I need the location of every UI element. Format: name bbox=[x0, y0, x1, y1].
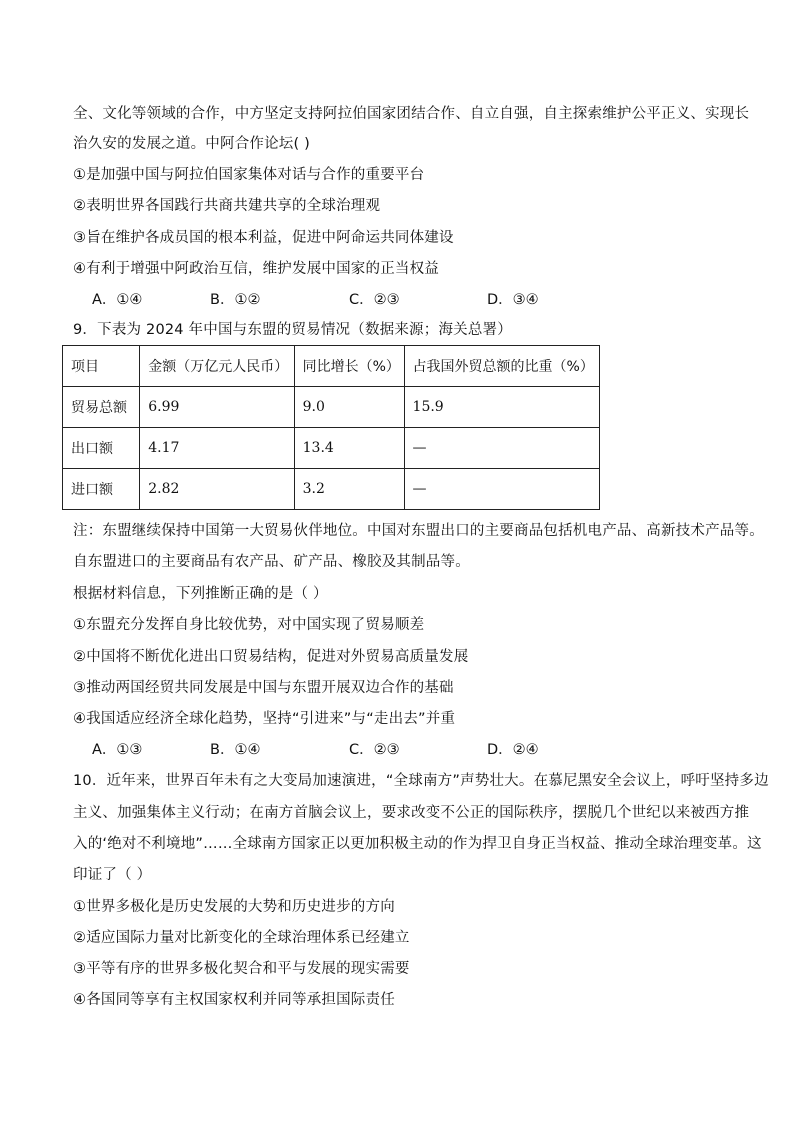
table-cell: — bbox=[404, 469, 599, 510]
q10-statement-1: ①世界多极化是历史发展的大势和历史进步的方向 bbox=[73, 899, 395, 915]
q8-stem-line-1: 全、文化等领域的合作，中方坚定支持阿拉伯国家团结合作、自立自强，自主探索维护公平正义、实现长 bbox=[73, 106, 750, 122]
q9-statement-2: ②中国将不断优化进出口贸易结构，促进对外贸易高质量发展 bbox=[73, 649, 469, 665]
q10-stem-line-4: 印证了（ ） bbox=[73, 867, 152, 883]
table-header-cell: 同比增长（%） bbox=[294, 346, 404, 387]
trade-table bbox=[62, 345, 600, 510]
q8-stem-line-2: 治久安的发展之道。中阿合作论坛( ) bbox=[73, 136, 311, 152]
q10-statement-2: ②适应国际力量对比新变化的全球治理体系已经建立 bbox=[73, 930, 410, 946]
q9-statement-3: ③推动两国经贸共同发展是中国与东盟开展双边合作的基础 bbox=[73, 680, 454, 696]
q9-note-line-2: 自东盟进口的主要商品有农产品、矿产品、橡胶及其制品等。 bbox=[73, 554, 470, 570]
table-row bbox=[63, 428, 600, 469]
q8-statement-1: ①是加强中国与阿拉伯国家集体对话与合作的重要平台 bbox=[73, 167, 425, 183]
q10-statement-4: ④各国同等享有主权国家权利并同等承担国际责任 bbox=[73, 992, 395, 1008]
q9-option-c[interactable]: C．②③ bbox=[349, 742, 400, 758]
q8-statement-4: ④有利于增强中阿政治互信，维护发展中国家的正当权益 bbox=[73, 261, 439, 277]
table-header-row bbox=[63, 346, 600, 387]
q10-stem-line-1: 10．近年来，世界百年未有之大变局加速演进，“全球南方”声势壮大。在慕尼黑安全会议上，呼吁坚持多边 bbox=[73, 773, 769, 789]
table-cell: 13.4 bbox=[294, 428, 404, 469]
table-cell: 3.2 bbox=[294, 469, 404, 510]
table-header-cell: 项目 bbox=[63, 346, 140, 387]
table-header-cell: 金额（万亿元人民币） bbox=[140, 346, 294, 387]
q9-note-line-1: 注：东盟继续保持中国第一大贸易伙伴地位。中国对东盟出口的主要商品包括机电产品、高新技术产品等。 bbox=[73, 523, 764, 539]
q9-statement-4: ④我国适应经济全球化趋势，坚持“引进来”与“走出去”并重 bbox=[73, 711, 456, 727]
q8-option-a[interactable]: A．①④ bbox=[92, 292, 143, 308]
table-cell: 15.9 bbox=[404, 387, 599, 428]
table-cell: 2.82 bbox=[140, 469, 294, 510]
table-cell: 6.99 bbox=[140, 387, 294, 428]
table-cell: 进口额 bbox=[63, 469, 140, 510]
table-cell: 出口额 bbox=[63, 428, 140, 469]
q9-statement-1: ①东盟充分发挥自身比较优势，对中国实现了贸易顺差 bbox=[73, 617, 425, 633]
q8-statement-3: ③旨在维护各成员国的根本利益，促进中阿命运共同体建设 bbox=[73, 230, 454, 246]
table-cell: — bbox=[404, 428, 599, 469]
q9-option-d[interactable]: D．②④ bbox=[487, 742, 539, 758]
table-cell: 9.0 bbox=[294, 387, 404, 428]
table-row bbox=[63, 387, 600, 428]
table-header-cell: 占我国外贸总额的比重（%） bbox=[404, 346, 599, 387]
q9-question: 根据材料信息，下列推断正确的是（ ） bbox=[73, 586, 328, 602]
q9-stem: 9．下表为 2024 年中国与东盟的贸易情况（数据来源；海关总署） bbox=[73, 322, 512, 338]
q10-stem-line-3: 入的‘绝对不利境地”……全球南方国家正以更加积极主动的作为捍卫自身正当权益、推动全球治理变革。这 bbox=[73, 836, 762, 852]
q8-statement-2: ②表明世界各国践行共商共建共享的全球治理观 bbox=[73, 198, 381, 214]
q10-stem-line-2: 主义、加强集体主义行动；在南方首脑会议上，要求改变不公正的国际秩序，摆脱几个世纪以来被西方推 bbox=[73, 805, 750, 821]
table-row bbox=[63, 469, 600, 510]
table-cell: 4.17 bbox=[140, 428, 294, 469]
q8-option-d[interactable]: D．③④ bbox=[487, 292, 539, 308]
q9-option-b[interactable]: B．①④ bbox=[210, 742, 261, 758]
q9-option-a[interactable]: A．①③ bbox=[92, 742, 143, 758]
table-cell: 贸易总额 bbox=[63, 387, 140, 428]
q10-statement-3: ③平等有序的世界多极化契合和平与发展的现实需要 bbox=[73, 961, 410, 977]
q8-option-c[interactable]: C．②③ bbox=[349, 292, 400, 308]
q8-option-b[interactable]: B．①② bbox=[210, 292, 261, 308]
